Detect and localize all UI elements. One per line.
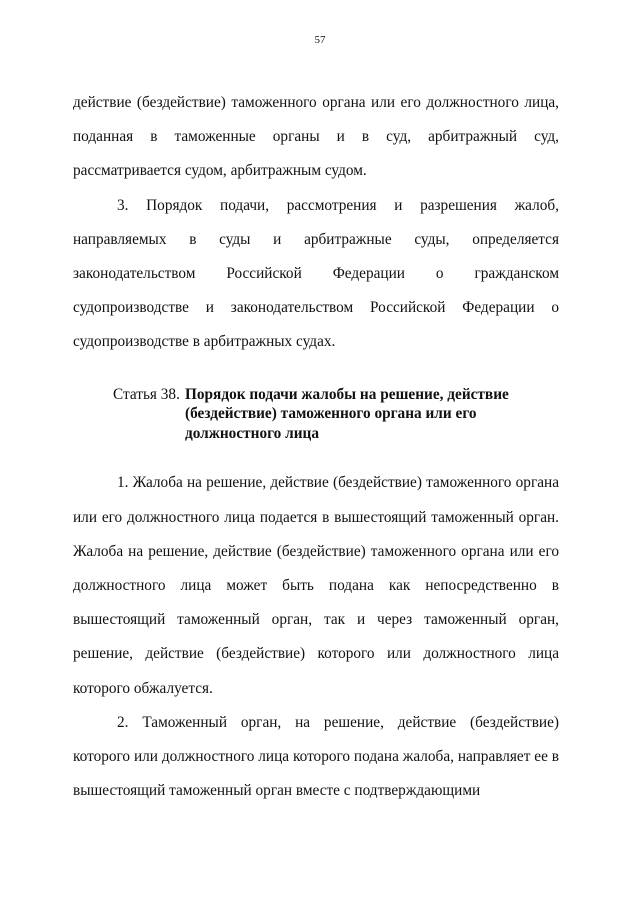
text-line: судопроизводстве в арбитражных судах. bbox=[73, 333, 336, 351]
text-line: или должностного лица которого подана жалоба, направляет ее в bbox=[133, 748, 559, 766]
text-line: действие (бездействие) которого или должностного лица которого bbox=[73, 645, 559, 697]
page-number: 57 bbox=[314, 34, 326, 46]
text-line: вышестоящий таможенный орган вместе с подтверждающими bbox=[73, 782, 481, 800]
clause-3-paragraph bbox=[73, 189, 559, 360]
text-line: судопроизводстве и законодательством Российской Федерации о bbox=[73, 299, 559, 317]
text-line: законодательством Российской Федерации о гражданском bbox=[73, 265, 559, 283]
article-title bbox=[182, 385, 559, 444]
text-line: 1. Жалоба на решение, действие (бездействие) таможенного органа bbox=[117, 474, 559, 492]
article-title-line: (бездействие) таможенного органа или его bbox=[185, 405, 477, 423]
text-line: обжалуется. bbox=[133, 679, 213, 697]
article-heading bbox=[73, 385, 559, 444]
text-line: 2. Таможенный орган, на решение, действие (бездействие) которого bbox=[73, 713, 559, 766]
article-title-line: должностного лица bbox=[185, 424, 319, 442]
text-line: или его должностного лица подается в вышестоящий таможенный орган. bbox=[73, 508, 559, 526]
text-line: действие (бездействие) таможенного органа или его должностного лица, bbox=[73, 94, 559, 111]
article-title-line: Порядок подачи жалобы на решение, действие bbox=[185, 385, 509, 403]
continuation-paragraph bbox=[73, 86, 559, 189]
article-number: Статья 38. bbox=[113, 385, 180, 403]
item-1-paragraph bbox=[73, 466, 559, 705]
text-line: Жалоба на решение, действие (бездействие) таможенного органа или его bbox=[73, 542, 559, 560]
text-line: поданная в таможенные органы и в суд, арбитражный суд, рассматривается bbox=[73, 128, 559, 180]
text-line: вышестоящий таможенный орган, так и через таможенный орган, решение, bbox=[73, 611, 559, 663]
text-line: должностного лица может быть подана как непосредственно в bbox=[73, 577, 559, 595]
document-body bbox=[73, 86, 559, 808]
text-line: судом, арбитражным судом. bbox=[184, 162, 367, 180]
text-line: 3. Порядок подачи, рассмотрения и разрешения жалоб, bbox=[117, 196, 559, 214]
text-line: направляемых в суды и арбитражные суды, определяется bbox=[73, 230, 559, 248]
item-2-paragraph bbox=[73, 706, 559, 809]
